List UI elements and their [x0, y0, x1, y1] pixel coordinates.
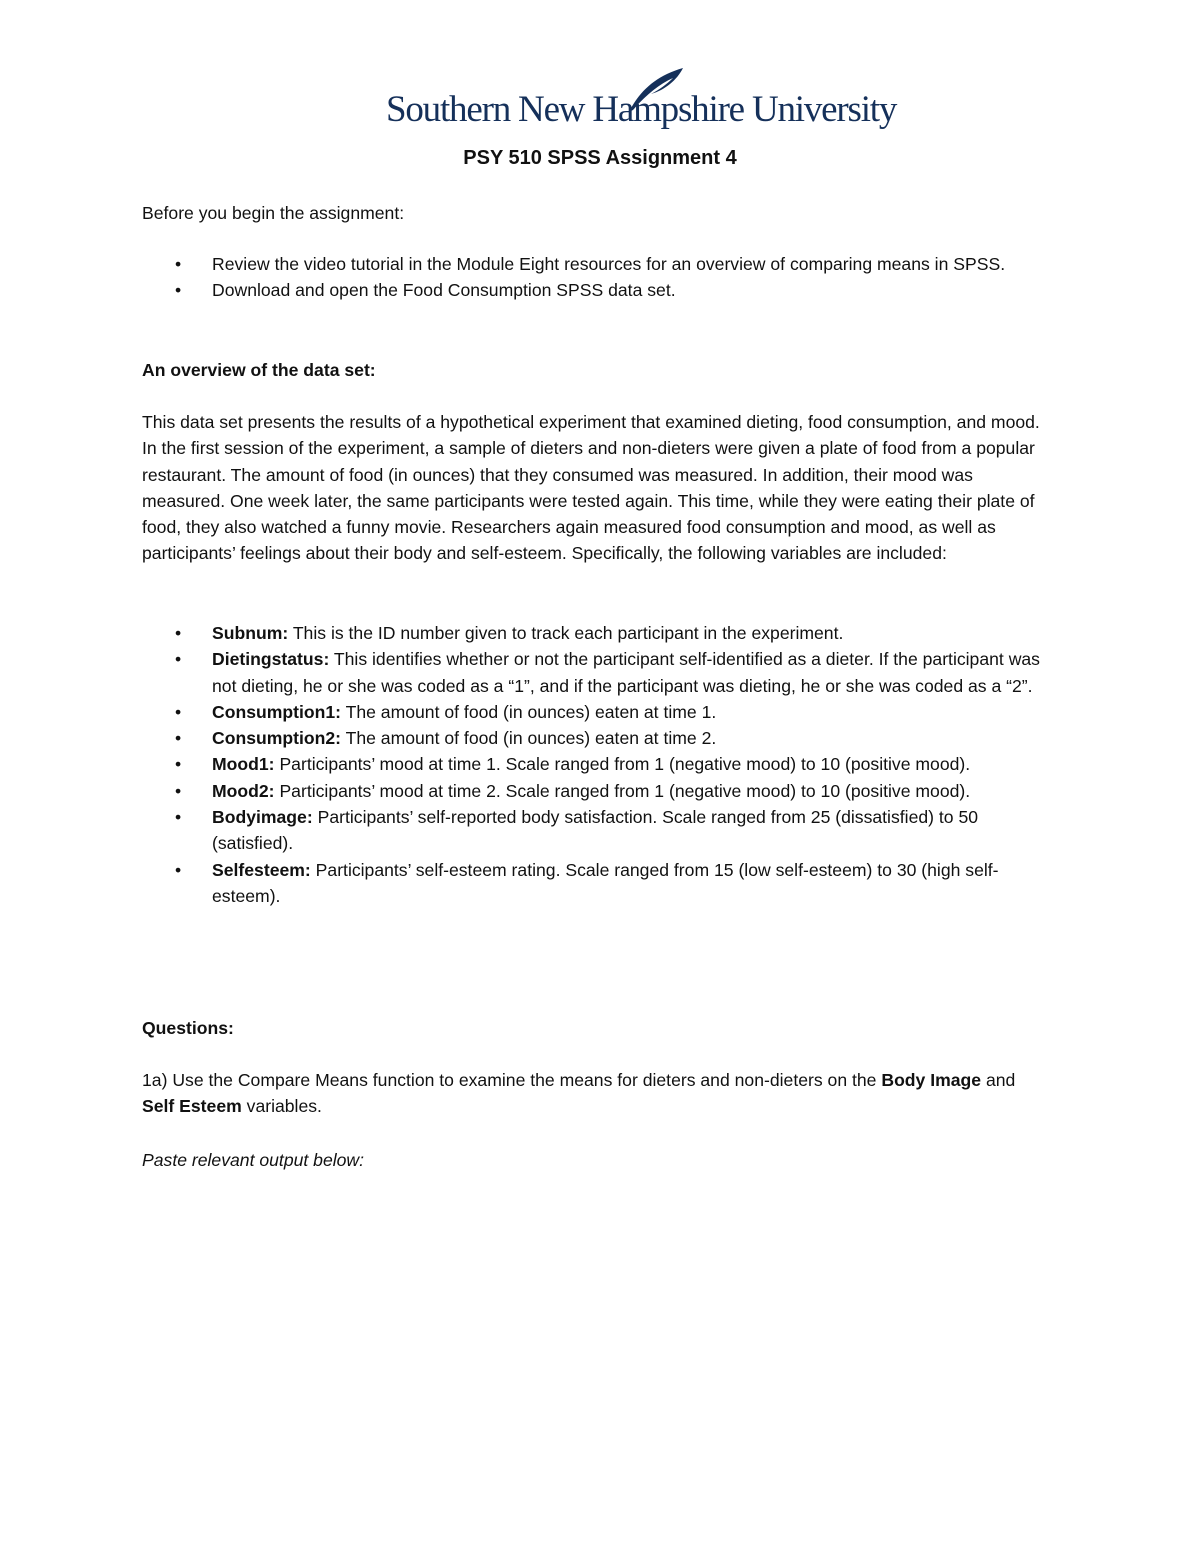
logo-wordmark: Southern New Hampshire University	[386, 89, 897, 130]
intro-bullet-list	[142, 251, 1052, 304]
bullet-icon: •	[175, 859, 182, 880]
intro-text: Before you begin the assignment:	[142, 203, 405, 223]
variable-item-selfesteem: • Selfesteem: Participants’ self-esteem rating. Scale ranged from 15 (low self-esteem) to 30 (high self-esteem).	[142, 857, 1052, 910]
variable-list	[142, 620, 1052, 909]
feather-logo-icon	[625, 66, 685, 116]
page-title: PSY 510 SPSS Assignment 4	[463, 147, 737, 169]
variable-item-subnum: • Subnum: This is the ID number given to track each participant in the experiment.	[142, 620, 1052, 646]
bullet-icon: •	[175, 754, 182, 775]
variable-item-dietingstatus: • Dietingstatus: This identifies whether or not the participant self-identified as a dieter. If the participant was not dieting, he or she was coded as a “1”, and if the participant was dieting, he or she was coded as a “2”.	[142, 646, 1052, 699]
bullet-icon: •	[175, 649, 182, 670]
question-1a: 1a) Use the Compare Means function to examine the means for dieters and non-dieters on the Body Image and Self Esteem variables.	[142, 1070, 1016, 1117]
list-item: • Download and open the Food Consumption SPSS data set.	[142, 277, 1052, 303]
bullet-icon: •	[175, 280, 182, 301]
list-item: • Review the video tutorial in the Module Eight resources for an overview of comparing means in SPSS.	[142, 251, 1052, 277]
overview-paragraph: This data set presents the results of a hypothetical experiment that examined dieting, food consumption, and mood. In the first session of the experiment, a sample of dieters and non-dieters were given a plate of food from a popular restaurant. The amount of food (in ounces) that they consumed was measured. In addition, their mood was measured. One week later, the same participants were tested again. This time, while they were eating their plate of food, they also watched a funny movie. Researchers again measured food consumption and mood, as well as participants’ feelings about their body and self-esteem. Specifically, the following variables are included:	[142, 412, 1040, 564]
paste-output-prompt: Paste relevant output below:	[142, 1150, 365, 1170]
bullet-icon: •	[175, 807, 182, 828]
variable-item-mood1: • Mood1: Participants’ mood at time 1. Scale ranged from 1 (negative mood) to 10 (positive mood).	[142, 751, 1052, 777]
bullet-icon: •	[175, 728, 182, 749]
questions-heading: Questions:	[142, 1018, 234, 1038]
bullet-icon: •	[175, 254, 182, 274]
bullet-icon: •	[175, 701, 182, 722]
bullet-icon: •	[175, 623, 182, 643]
variable-item-consumption2: • Consumption2: The amount of food (in ounces) eaten at time 2.	[142, 725, 1052, 751]
university-logo	[386, 66, 897, 136]
variable-item-consumption1: • Consumption1: The amount of food (in ounces) eaten at time 1.	[142, 699, 1052, 725]
overview-heading: An overview of the data set:	[142, 360, 376, 380]
variable-item-mood2: • Mood2: Participants’ mood at time 2. Scale ranged from 1 (negative mood) to 10 (positive mood).	[142, 778, 1052, 804]
variable-item-bodyimage: • Bodyimage: Participants’ self-reported body satisfaction. Scale ranged from 25 (dissatisfied) to 50 (satisfied).	[142, 804, 1052, 857]
bullet-icon: •	[175, 780, 182, 801]
